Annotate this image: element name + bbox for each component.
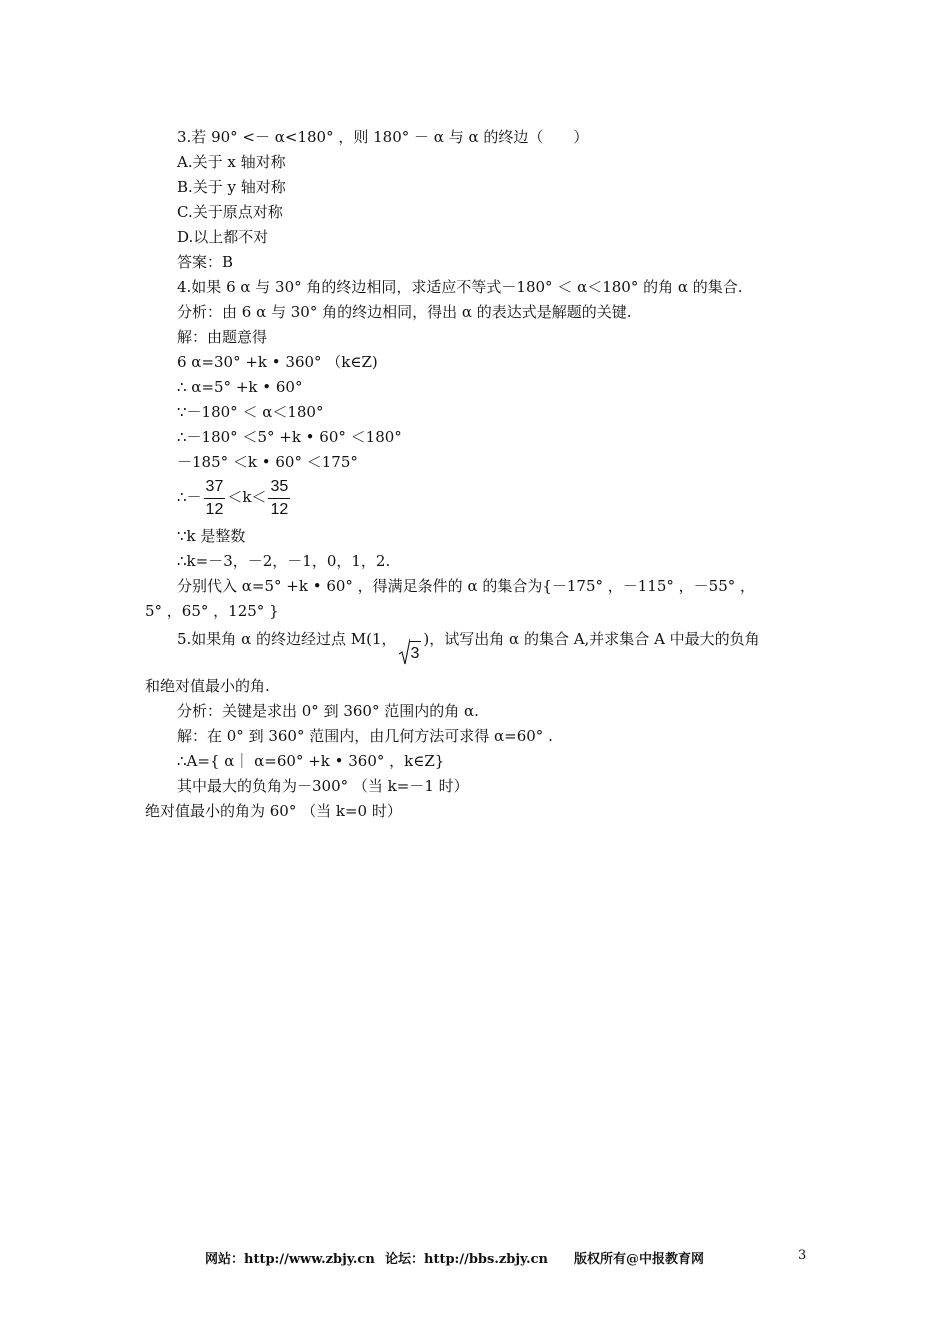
fraction-numerator: 37 [204,476,226,499]
step-6-prefix: ∴－ [177,488,202,506]
footer-copyright: 版权所有@中报教育网 [574,1252,705,1267]
solution-4-step-5: －185° ＜k • 60° ＜175° [177,453,358,471]
option-c: C.关于原点对称 [177,203,283,221]
solution-4-step-8: ∵k 是整数 [177,527,246,545]
fraction-numerator: 35 [268,476,290,499]
option-a: A.关于 x 轴对称 [177,153,286,171]
sqrt-radicand: 3 [409,641,422,664]
question-5-suffix: )，试写出角 α 的集合 A,并求集合 A 中最大的负角 [423,630,760,648]
solution-4-step-10: 分别代入 α=5° +k • 60° ，得满足条件的 α 的集合为{－175° ，－115° ，－55° ， [177,577,756,595]
solution-4-step-1: 6 α=30° +k • 360° （k∈Z) [177,353,378,371]
solution-4-step-11: 5° ，65° ，125° } [145,602,279,620]
solution-5-intro: 解：在 0° 到 360° 范围内，由几何方法可求得 α=60° . [177,727,553,745]
analysis-4: 分析：由 6 α 与 30° 角的终边相同，得出 α 的表达式是解题的关键. [177,303,632,321]
question-5 [177,624,760,669]
fraction-denominator: 12 [270,500,289,518]
question-5-continued: 和绝对值最小的角. [145,677,270,695]
radical-sign-icon [399,639,410,665]
sqrt-expression [399,639,422,669]
solution-5-step-3: 绝对值最小的角为 60° （当 k=0 时） [145,802,402,820]
question-4: 4.如果 6 α 与 30° 角的终边相同，求适应不等式－180° ＜ α＜180° 的角 α 的集合. [177,278,743,296]
fraction-denominator: 12 [205,500,224,518]
fraction-35-12 [268,476,290,521]
page-number: 3 [798,1248,807,1263]
solution-5-step-1: ∴A={ α｜ α=60° +k • 360° ，k∈Z} [177,752,445,770]
analysis-5: 分析：关键是求出 0° 到 360° 范围内的角 α. [177,702,479,720]
question-3: 3.若 90° <－ α<180° ，则 180° － α 与 α 的终边（ ） [177,128,589,146]
solution-4-step-9: ∴k=－3，－2，－1，0，1，2. [177,552,391,570]
solution-4-step-3: ∵－180° ＜ α＜180° [177,403,324,421]
solution-4-step-4: ∴－180° ＜5° +k • 60° ＜180° [177,428,402,446]
step-6-middle: ＜k＜ [227,488,267,506]
option-d: D.以上都不对 [177,228,269,246]
solution-4-step-6 [177,474,292,521]
fraction-37-12 [204,476,226,521]
footer-website: 网站：http://www.zbjy.cn [205,1252,375,1267]
question-5-prefix: 5.如果角 α 的终边经过点 M(1， [177,630,397,648]
answer-3: 答案：B [177,253,234,271]
solution-5-step-2: 其中最大的负角为－300° （当 k=－1 时） [177,777,469,795]
solution-4-intro: 解：由题意得 [177,328,268,346]
option-b: B.关于 y 轴对称 [177,178,286,196]
solution-4-step-2: ∴ α=5° +k • 60° [177,378,303,396]
footer-forum: 论坛：http://bbs.zbjy.cn [385,1252,549,1267]
